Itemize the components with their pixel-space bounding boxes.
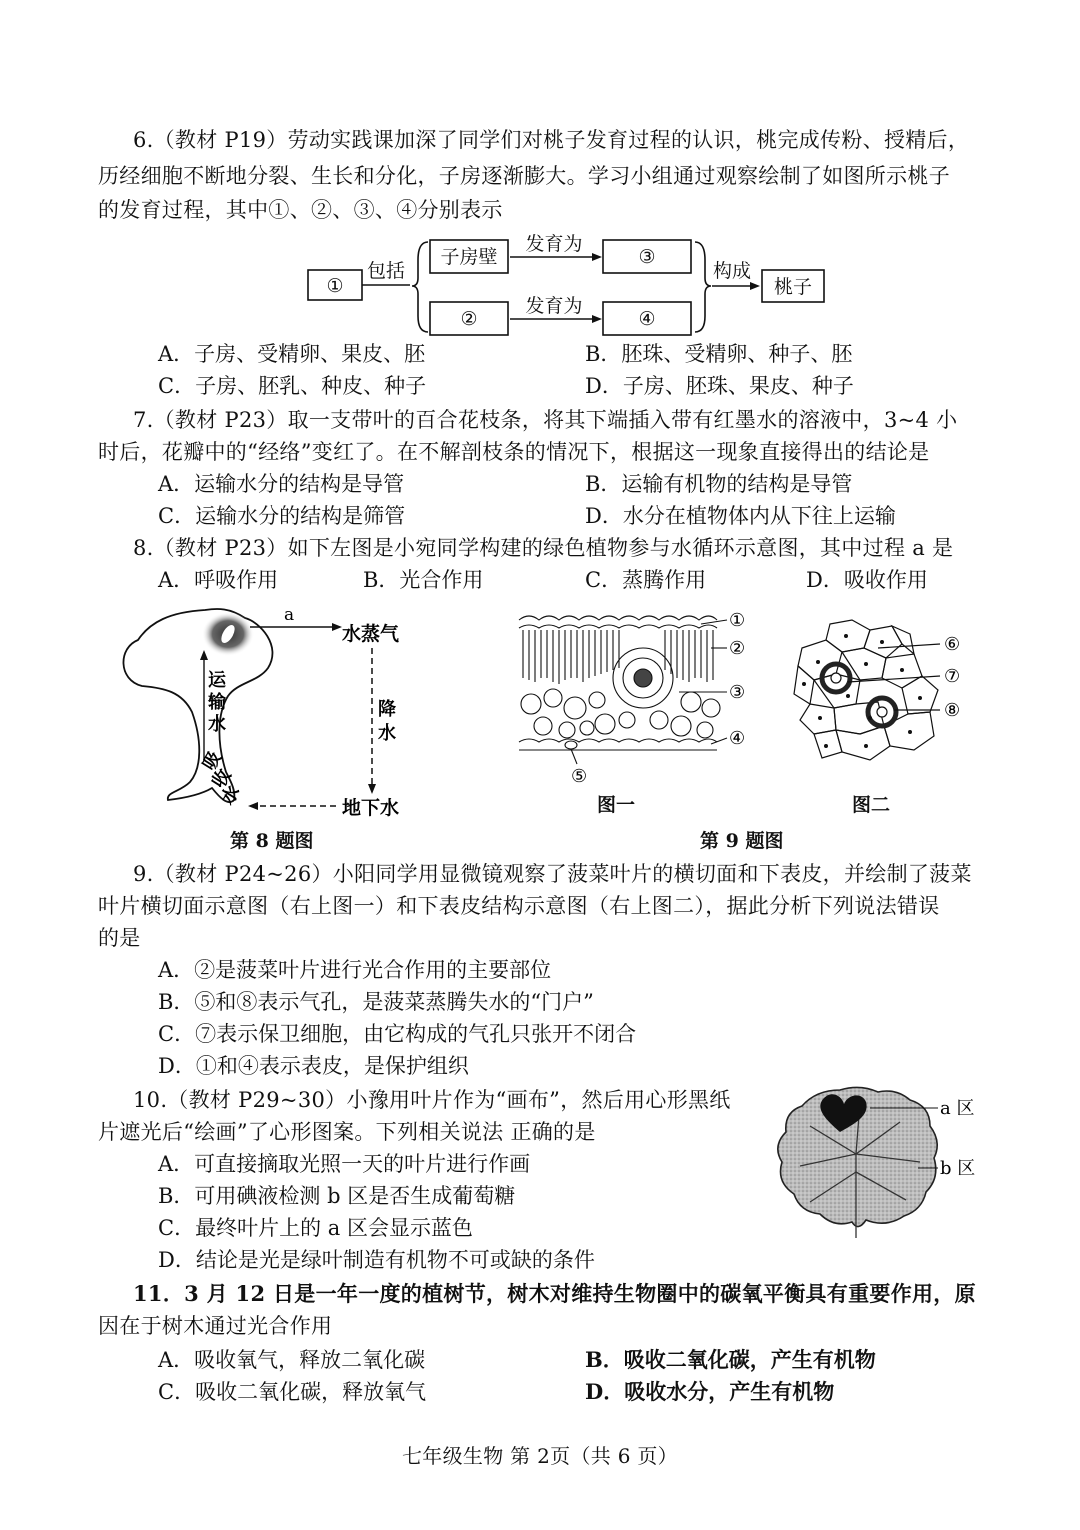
q9-line-1: 9.（教材 P24~26）小阳同学用显微镜观察了菠菜叶片的横切面和下表皮，并绘制了菠菜 [133, 862, 972, 886]
fig1-label-5: ⑤ [571, 766, 588, 787]
page-footer: 七年级生物 第 2页（共 6 页） [402, 1444, 678, 1468]
q11-option-a[interactable]: A．吸收氧气，释放二氧化碳 [158, 1348, 426, 1372]
area-b-label: b 区 [940, 1158, 976, 1179]
q8-water-cycle-figure [110, 600, 440, 830]
q8-option-c[interactable]: C．蒸腾作用 [585, 568, 707, 592]
q9-option-b[interactable]: B．⑤和⑧表示气孔，是菠菜蒸腾失水的“门户” [158, 990, 594, 1014]
water-vapor-label: 水蒸气 [342, 623, 400, 645]
q9-line-3: 的是 [98, 926, 141, 950]
transport-char-3: 水 [208, 714, 226, 735]
flow-ovary-wall: 子房壁 [440, 246, 498, 268]
q6-line-2: 历经细胞不断地分裂、生长和分化，子房逐渐膨大。学习小组通过观察绘制了如图所示桃子 [98, 164, 950, 188]
absorb-char-3: 水 [217, 782, 245, 809]
q10-leaf-figure [770, 1082, 980, 1242]
q9-figure-two-caption: 图二 [852, 794, 891, 816]
process-a-label: a [284, 605, 295, 625]
q11-line-1: 11．3 月 12 日是一年一度的植树节，树木对维持生物圈中的碳氧平衡具有重要作用，原 [133, 1281, 976, 1306]
flow-develop-label-2: 发育为 [525, 295, 583, 317]
q8-figure-caption: 第 8 题图 [230, 830, 314, 852]
fig1-label-3: ③ [729, 682, 746, 703]
flow-node-4: ④ [638, 308, 656, 330]
q10-line-2: 片遮光后“绘画”了心形图案。下列相关说法 正确的是 [98, 1120, 596, 1144]
fig1-label-2: ② [729, 638, 746, 659]
q8-line: 8.（教材 P23）如下左图是小宛同学构建的绿色植物参与水循环示意图，其中过程 a 是 [133, 536, 954, 560]
q11-line-2: 因在于树木通过光合作用 [98, 1314, 333, 1338]
flow-develop-label-1: 发育为 [525, 233, 583, 255]
flow-include-label: 包括 [366, 260, 406, 282]
q6-option-b[interactable]: B．胚珠、受精卵、种子、胚 [585, 342, 853, 366]
q7-option-b[interactable]: B．运输有机物的结构是导管 [585, 472, 853, 496]
q10-option-c[interactable]: C．最终叶片上的 a 区会显示蓝色 [158, 1216, 473, 1240]
groundwater-label: 地下水 [342, 797, 400, 819]
q9-option-c[interactable]: C．⑦表示保卫细胞，由它构成的气孔只张开不闭合 [158, 1022, 637, 1046]
flow-peach: 桃子 [773, 276, 813, 298]
q8-option-b[interactable]: B．光合作用 [363, 568, 484, 592]
area-a-label: a 区 [940, 1098, 975, 1119]
transport-char-2: 输 [208, 692, 226, 713]
fig2-label-6: ⑥ [944, 634, 961, 655]
q6-flow-diagram [300, 230, 830, 340]
q6-line-3: 的发育过程，其中①、②、③、④分别表示 [98, 198, 503, 222]
absorb-char-2: 收 [208, 765, 236, 792]
q10-option-b[interactable]: B．可用碘液检测 b 区是否生成葡萄糖 [158, 1184, 516, 1208]
fig1-label-1: ① [729, 610, 746, 631]
q11-option-d[interactable]: D．吸收水分，产生有机物 [585, 1379, 835, 1404]
q7-line-1: 7.（教材 P23）取一支带叶的百合花枝条，将其下端插入带有红墨水的溶液中，3~4 小 [133, 408, 958, 432]
transport-char-1: 运 [208, 670, 226, 691]
q9-figure-one-leaf-section [515, 608, 755, 788]
q6-option-a[interactable]: A．子房、受精卵、果皮、胚 [158, 342, 426, 366]
flow-form-label: 构成 [712, 260, 752, 282]
q10-option-a[interactable]: A．可直接摘取光照一天的叶片进行作画 [158, 1152, 531, 1176]
absorb-char-1: 吸 [198, 747, 227, 775]
q9-figure-caption: 第 9 题图 [700, 830, 784, 852]
flow-node-1: ① [326, 275, 344, 297]
q8-option-a[interactable]: A．呼吸作用 [158, 568, 279, 592]
q8-option-d[interactable]: D．吸收作用 [806, 568, 928, 592]
flow-node-2: ② [460, 308, 478, 330]
q9-line-2: 叶片横切面示意图（右上图一）和下表皮结构示意图（右上图二），据此分析下列说法错误 [98, 894, 940, 918]
q9-option-a[interactable]: A．②是菠菜叶片进行光合作用的主要部位 [158, 958, 552, 982]
fig1-label-4: ④ [729, 728, 746, 749]
q10-line-1: 10.（教材 P29~30）小豫用叶片作为“画布”，然后用心形黑纸 [133, 1088, 731, 1112]
q7-option-a[interactable]: A．运输水分的结构是导管 [158, 472, 405, 496]
fig2-label-7: ⑦ [944, 666, 961, 687]
q10-option-d[interactable]: D．结论是光是绿叶制造有机物不可或缺的条件 [158, 1248, 595, 1272]
flow-node-3: ③ [638, 246, 656, 268]
q7-option-d[interactable]: D．水分在植物体内从下往上运输 [585, 504, 896, 528]
q7-line-2: 时后，花瓣中的“经络”变红了。在不解剖枝条的情况下，根据这一现象直接得出的结论是 [98, 440, 930, 464]
q7-option-c[interactable]: C．运输水分的结构是筛管 [158, 504, 406, 528]
q11-option-b[interactable]: B．吸收二氧化碳，产生有机物 [585, 1347, 876, 1372]
q9-figure-two-epidermis [790, 618, 980, 768]
precipitation-char-1: 降 [378, 699, 396, 720]
q6-option-d[interactable]: D．子房、胚珠、果皮、种子 [585, 374, 854, 398]
q6-line-1: 6.（教材 P19）劳动实践课加深了同学们对桃子发育过程的认识，桃完成传粉、授精后， [133, 128, 970, 152]
precipitation-char-2: 水 [378, 723, 396, 744]
q11-option-c[interactable]: C．吸收二氧化碳，释放氧气 [158, 1380, 427, 1404]
q9-figure-one-caption: 图一 [597, 794, 636, 816]
fig2-label-8: ⑧ [944, 700, 961, 721]
q6-option-c[interactable]: C．子房、胚乳、种皮、种子 [158, 374, 427, 398]
q9-option-d[interactable]: D．①和④表示表皮，是保护组织 [158, 1054, 469, 1078]
